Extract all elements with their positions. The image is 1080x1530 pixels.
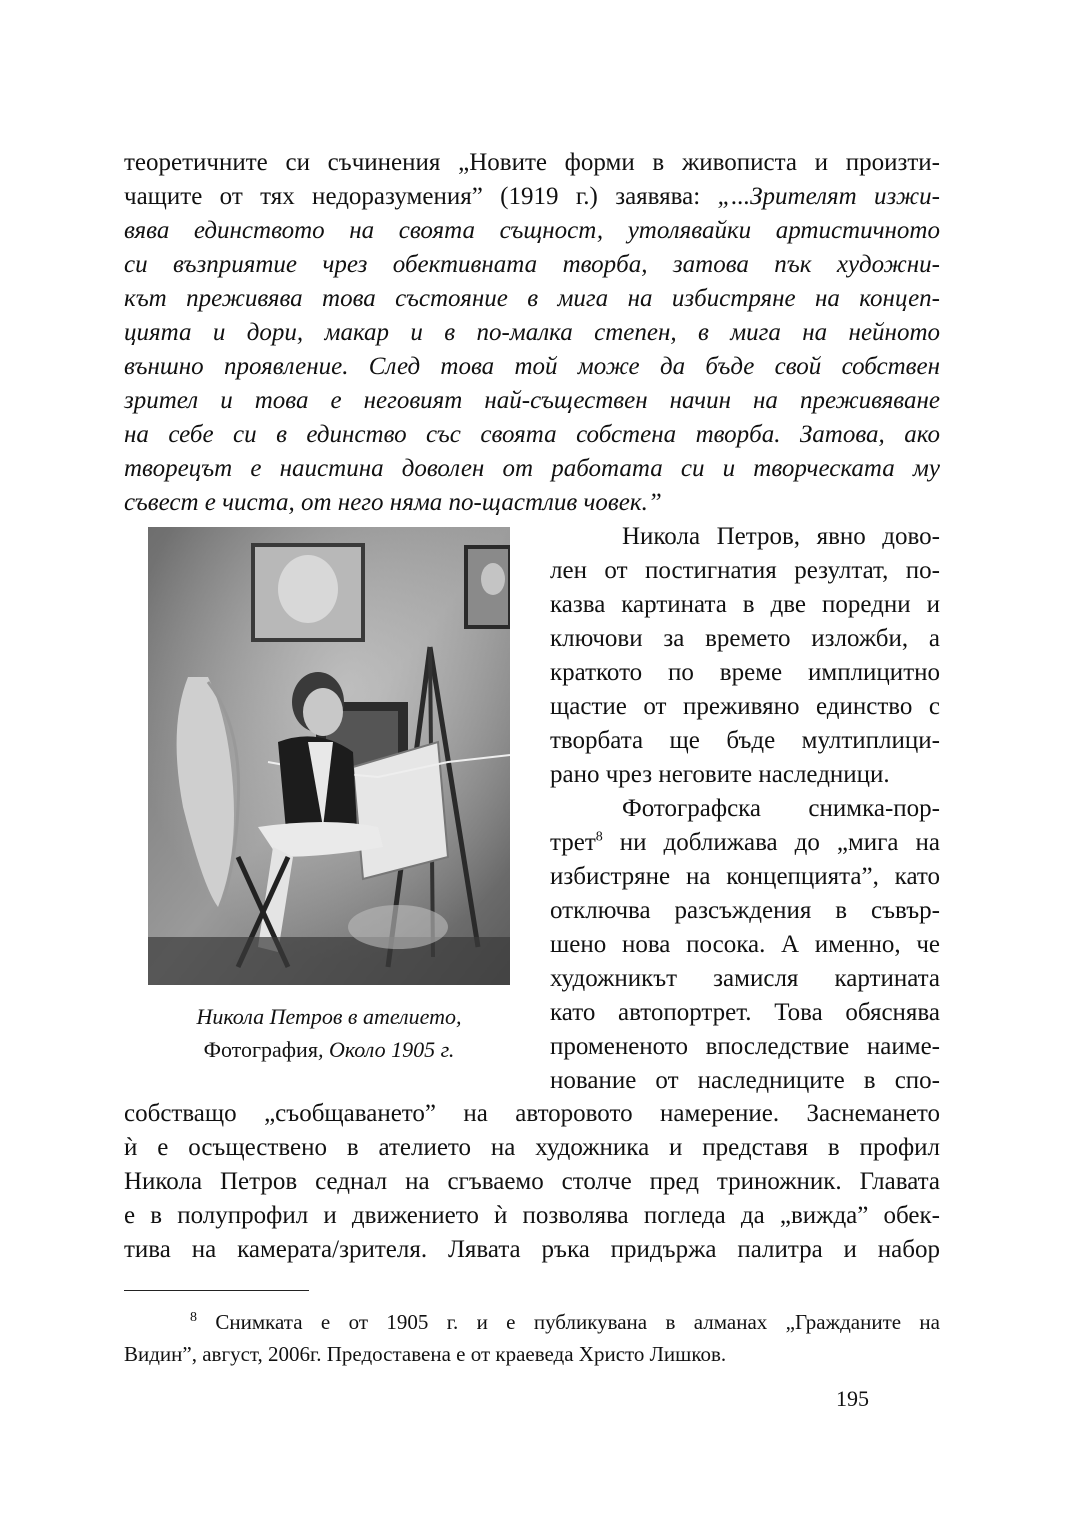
- studio-photograph: [148, 527, 510, 985]
- footnote-line: [190, 1306, 940, 1338]
- text-line: тива на камерата/зрителя. Лявата ръка придържа палитра и набор: [124, 1236, 940, 1263]
- text-line: избистряне на концепцията”, като: [550, 863, 940, 890]
- quote-line: на себе си в единство със своята собстена творба. Затова, ако: [124, 421, 940, 448]
- quote-line: си възприятие чрез обективната творба, затова пък художни-: [124, 251, 940, 278]
- text-line: Никола Петров, явно дово-: [622, 523, 940, 550]
- footnote-reference: 8: [595, 829, 603, 845]
- text-line: щастие от преживяно единство с: [550, 693, 940, 720]
- text-line: собстващо „съобщаването” на авторовото намерение. Заснемането: [124, 1100, 940, 1127]
- text-line: [550, 826, 940, 860]
- quote-line: кът преживява това състояние в мига на избистряне на концеп-: [124, 285, 940, 312]
- footnote-text: Снимката е от 1905 г. и е публикувана в алманах „Гражданите на: [197, 1310, 940, 1334]
- quote-line: съвест е чиста, от него няма по-щастлив човек.”: [124, 489, 662, 516]
- text-line: лен от постигнатия резултат, по-: [550, 557, 940, 584]
- text-line: Фотографска снимка-пор-: [622, 795, 940, 822]
- text-line: рано чрез неговите наследници.: [550, 761, 890, 788]
- text-line: Никола Петров седнал на сгъваемо столче пред триножник. Главата: [124, 1168, 940, 1195]
- text-line: [124, 180, 940, 214]
- text-line: отключва разсъждения в съвър-: [550, 897, 940, 924]
- footnote-rule: [124, 1290, 309, 1291]
- text-line: като автопортрет. Това обяснява: [550, 999, 940, 1026]
- text-span: ни доближава до „мига на: [602, 829, 940, 856]
- text-line: творбата ще бъде мултиплици-: [550, 727, 940, 754]
- text-line: ѝ е осъществено в ателието на художника и представя в профил: [124, 1134, 940, 1161]
- text-line: промененото впоследствие наиме-: [550, 1033, 940, 1060]
- text-line: теоретичните си съчинения „Новите форми в живописта и произти-: [124, 149, 940, 176]
- footnote-line: Видин”, август, 2006г. Предоставена е от краеведа Христо Лишков.: [124, 1342, 727, 1366]
- text-line: художникът замисля картината: [550, 965, 940, 992]
- text-span: чащите от тях недоразумения” (1919 г.) заявява:: [124, 183, 718, 210]
- quote-line: вява единството на своята същност, утолявайки артистичното: [124, 217, 940, 244]
- photo-caption-line: Никола Петров в ателието,: [196, 1004, 462, 1029]
- text-line: шено нова посока. А именно, че: [550, 931, 940, 958]
- text-line: казва картината в две поредни и: [550, 591, 940, 618]
- quote-line: творецът е наистина доволен от работата си и творческата му: [124, 455, 940, 482]
- text-line: ключови за времето изложби, а: [550, 625, 940, 652]
- quote-line: зрител и това е неговият най-съществен начин на преживяване: [124, 387, 940, 414]
- text-line: краткото по време имплицитно: [550, 659, 940, 686]
- text-span: трет: [550, 829, 596, 856]
- text-line: е в полупрофил и движението ѝ позволява погледа да „вижда” обек-: [124, 1202, 940, 1229]
- photo-image: [148, 527, 510, 985]
- caption-span: Фотография: [203, 1037, 318, 1062]
- caption-span-italic: , Около 1905 г.: [317, 1037, 455, 1062]
- photo-caption-line: [148, 1034, 510, 1066]
- footnote-number: 8: [190, 1310, 197, 1325]
- text-line: нование от наследниците в спо-: [550, 1067, 940, 1094]
- quote-span: „...Зрителят изжи-: [717, 183, 941, 210]
- quote-line: външно проявление. След това той може да бъде свой собствен: [124, 353, 940, 380]
- page-number: 195: [836, 1386, 869, 1411]
- quote-line: цията и дори, макар и в по-малка степен, в мига на нейното: [124, 319, 940, 346]
